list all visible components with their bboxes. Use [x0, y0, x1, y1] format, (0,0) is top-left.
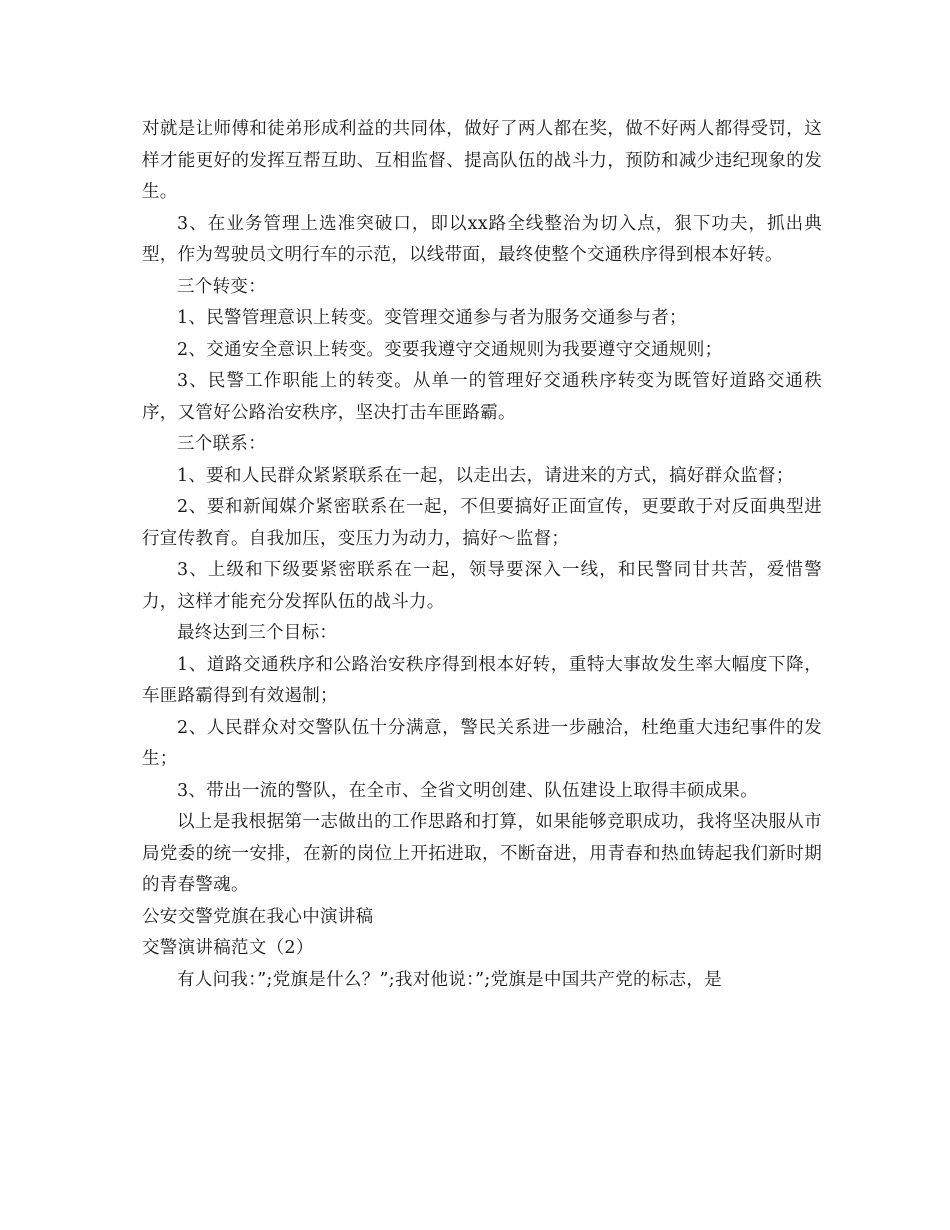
paragraph: 对就是让师傅和徒弟形成利益的共同体，做好了两人都在奖，做不好两人都得受罚，这样才能更好的发挥互帮互助、互相监督、提高队伍的战斗力，预防和减少违纪现象的发生。 [142, 119, 822, 202]
list-item: 3、带出一流的警队，在全市、全省文明创建、队伍建设上取得丰硕成果。 [177, 780, 759, 801]
article-title: 公安交警党旗在我心中演讲稿 [142, 906, 374, 927]
section-heading: 最终达到三个目标： [177, 623, 338, 643]
list-item: 2、人民群众对交警队伍十分满意，警民关系进一步融洽，杜绝重大违纪事件的发生； [142, 717, 822, 769]
list-item: 3、上级和下级要紧密联系在一起，领导要深入一线，和民警同甘共苦，爱惜警力，这样才能充分发挥队伍的战斗力。 [142, 560, 822, 612]
paragraph: 以上是我根据第一志做出的工作思路和打算，如果能够竞职成功，我将坚决服从市局党委的统一安排，在新的岗位上开拓进取，不断奋进，用青春和热血铸起我们新时期的青春警魂。 [142, 812, 822, 895]
paragraph: 有人问我：”;党旗是什么？”;我对他说：”;党旗是中国共产党的标志，是 [177, 969, 723, 990]
document-body [142, 114, 822, 996]
paragraph: 3、在业务管理上选准突破口，即以xx路全线整治为切入点，狠下功夫，抓出典型，作为驾驶员文明行车的示范，以线带面，最终使整个交通秩序得到根本好转。 [142, 213, 822, 265]
list-item: 1、要和人民群众紧紧联系在一起，以走出去，请进来的方式，搞好群众监督； [177, 465, 794, 486]
list-item: 1、民警管理意识上转变。变管理交通参与者为服务交通参与者； [177, 308, 687, 328]
list-item: 3、民警工作职能上的转变。从单一的管理好交通秩序转变为既管好道路交通秩序，又管好公路治安秩序，坚决打击车匪路霸。 [142, 371, 822, 423]
list-item: 1、道路交通秩序和公路治安秩序得到根本好转，重特大事故发生率大幅度下降，车匪路霸得到有效遏制； [142, 654, 822, 706]
article-subtitle: 交警演讲稿范文（2） [142, 938, 314, 958]
list-item: 2、要和新闻媒介紧密联系在一起，不但要搞好正面宣传，更要敢于对反面典型进行宣传教育。自我加压，变压力为动力，搞好～监督； [142, 497, 822, 549]
list-item: 2、交通安全意识上转变。变要我遵守交通规则为我要遵守交通规则； [177, 339, 723, 360]
section-heading: 三个转变： [177, 276, 266, 297]
section-heading: 三个联系： [177, 434, 266, 454]
